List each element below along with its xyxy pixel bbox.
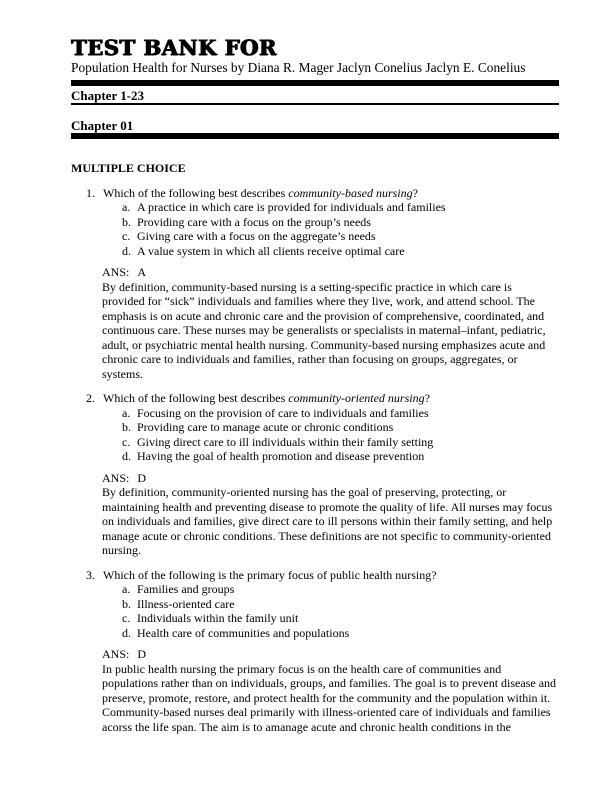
question-2	[86, 391, 559, 558]
option-b	[122, 215, 559, 230]
question-text	[103, 568, 437, 583]
option-d	[122, 244, 559, 259]
answer-label: ANS:	[102, 470, 130, 485]
answer-explanation: By definition, community-oriented nursing has the goal of preserving, protecting, or maintaining health and preventing disease to promote the quality of life. All nurses may focus on individuals and families, give direct care to ill persons within their family setting, and help manage acute or chronic conditions. These definitions are not specific to community-oriented nursing.	[102, 485, 553, 557]
option-c	[122, 611, 559, 626]
divider-bar-bottom	[71, 133, 559, 139]
answer-block	[102, 471, 556, 558]
option-d	[122, 449, 559, 464]
option-text: Health care of communities and populations	[137, 625, 350, 640]
option-a	[122, 200, 559, 215]
option-letter: a.	[122, 582, 131, 596]
question-3	[86, 568, 559, 735]
option-letter: c.	[122, 229, 131, 243]
question-text-suffix: ?	[412, 185, 418, 200]
question-stem	[86, 568, 559, 583]
question-text-prefix: Which of the following best describes	[103, 185, 289, 200]
page-title: TEST BANK FOR	[71, 35, 277, 60]
answer-explanation: In public health nursing the primary focus is on the health care of communities and populations rather than on individuals, groups, and families. The goal is to prevent disease and preserve, promote, restore, and protect health for the community and the population within it. Community-based nurses deal primarily with illness-oriented care of individuals and families acorss the life span. The aim is to amanage acute and chronic health conditions in the	[102, 661, 557, 734]
option-d	[122, 626, 559, 641]
answer-block	[102, 265, 556, 381]
divider-rule	[71, 103, 559, 105]
options-list	[122, 406, 559, 464]
option-text: Giving care with a focus on the aggregate’s needs	[137, 229, 376, 243]
option-a	[122, 406, 559, 421]
option-text: A value system in which all clients receive optimal care	[137, 243, 405, 258]
option-text: A practice in which care is provided for individuals and families	[137, 200, 446, 214]
option-text: Individuals within the family unit	[137, 611, 299, 625]
option-text: Illness-oriented care	[137, 596, 235, 611]
question-text-prefix: Which of the following best describes	[103, 391, 289, 405]
answer-block	[102, 647, 556, 734]
question-number: 3.	[86, 567, 95, 582]
question-text	[103, 186, 418, 201]
answer-line	[102, 265, 556, 280]
question-stem	[86, 391, 559, 406]
option-letter: b.	[122, 420, 131, 434]
options-list	[122, 200, 559, 258]
question-stem	[86, 186, 559, 201]
option-b	[122, 597, 559, 612]
document-header	[71, 36, 559, 139]
option-letter: d.	[122, 625, 131, 640]
option-letter: b.	[122, 596, 131, 611]
options-list	[122, 582, 559, 640]
question-number: 1.	[86, 185, 95, 200]
answer-value: A	[137, 265, 147, 279]
answer-label: ANS:	[102, 265, 130, 279]
option-text: Having the goal of health promotion and disease prevention	[137, 449, 425, 463]
chapter-heading: Chapter 01	[71, 118, 134, 133]
option-text: Providing care with a focus on the group’s needs	[137, 214, 371, 229]
chapter-range-heading: Chapter 1-23	[71, 88, 145, 103]
answer-line	[102, 647, 556, 662]
option-a	[122, 582, 559, 597]
option-letter: d.	[122, 449, 131, 463]
section-heading: MULTIPLE CHOICE	[71, 161, 186, 175]
option-text: Giving direct care to ill individuals within their family setting	[137, 434, 434, 449]
option-letter: a.	[122, 200, 131, 214]
question-text-italic-term: community-based nursing	[288, 185, 413, 200]
option-letter: b.	[122, 214, 131, 229]
answer-label: ANS:	[102, 647, 130, 661]
option-letter: c.	[122, 434, 131, 449]
question-text-suffix: ?	[424, 391, 430, 405]
question-number: 2.	[86, 391, 95, 405]
answer-value: D	[137, 470, 147, 485]
answer-value: D	[137, 647, 147, 661]
option-b	[122, 420, 559, 435]
option-c	[122, 229, 559, 244]
question-text-italic-term: community-oriented nursing	[288, 391, 425, 405]
question-1	[86, 186, 559, 382]
question-text	[103, 391, 430, 406]
option-text: Providing care to manage acute or chronic conditions	[137, 420, 394, 434]
option-letter: c.	[122, 611, 131, 625]
answer-line	[102, 471, 556, 486]
answer-explanation: By definition, community-based nursing is a setting-specific practice in which care is provided for “sick” individuals and families where they live, work, and attend school. The emphasis is on acute and chronic care and the provision of comprehensive, coordinated, and continuous care. These nurses may be generalists or specialists in maternal–infant, pediatric, adult, or psychiatric mental health nursing. Community-based nursing emphasizes acute and chronic care to individuals and families, rather than focusing on groups, aggregates, or systems.	[102, 279, 546, 381]
option-text: Focusing on the provision of care to individuals and families	[137, 405, 429, 420]
option-c	[122, 435, 559, 450]
option-letter: a.	[122, 405, 131, 420]
question-text-prefix: Which of the following is the primary focus of public health nursing?	[103, 567, 437, 582]
option-letter: d.	[122, 243, 131, 258]
book-subtitle: Population Health for Nurses by Diana R. Mager Jaclyn Conelius Jaclyn E. Conelius	[71, 60, 526, 75]
option-text: Families and groups	[137, 582, 235, 596]
